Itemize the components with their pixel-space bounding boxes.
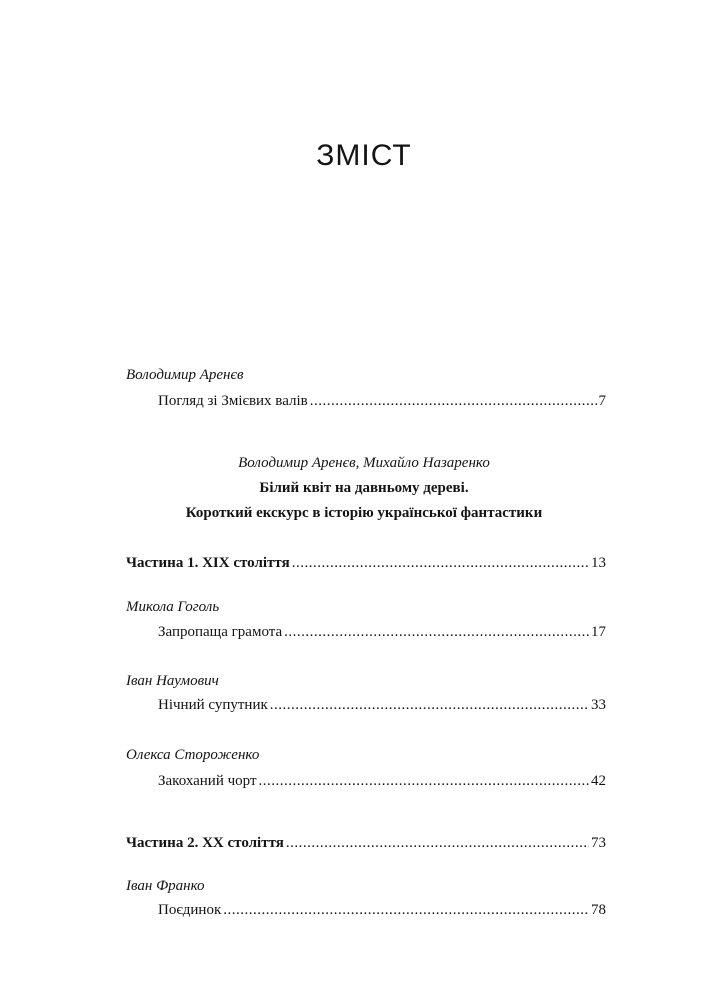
- toc-entry[interactable]: [158, 771, 606, 791]
- dot-leader: [270, 695, 589, 715]
- toc-part-2[interactable]: [126, 833, 606, 853]
- dot-leader: [259, 771, 589, 791]
- page-number: 17: [591, 624, 606, 640]
- entry-title: Запропаща грамота: [158, 624, 283, 640]
- part-title: Частина 1. XIX століття: [126, 555, 290, 571]
- toc-entry[interactable]: [158, 900, 606, 920]
- essay-authors: Володимир Аренєв, Михайло Назаренко: [238, 455, 490, 471]
- page-number: 7: [598, 393, 606, 409]
- author-name: Олекса Стороженко: [126, 747, 260, 763]
- essay-title-line2: Короткий екскурс в історію української фантастики: [185, 505, 543, 521]
- dot-leader: [223, 900, 589, 920]
- entry-title: Нічний супутник: [158, 697, 268, 713]
- author-name: Микола Гоголь: [126, 599, 220, 615]
- entry-title: Поєдинок: [158, 902, 222, 918]
- entry-title: Погляд зі Змієвих валів: [158, 393, 308, 409]
- page-title: ЗМІСТ: [316, 139, 412, 173]
- page-number: 73: [591, 835, 606, 851]
- page-number: 33: [591, 697, 606, 713]
- toc-part-1[interactable]: [126, 553, 606, 573]
- toc-entry[interactable]: [158, 622, 606, 642]
- entry-title: Закоханий чорт: [158, 773, 257, 789]
- dot-leader: [292, 553, 589, 573]
- dot-leader: [286, 833, 589, 853]
- intro-author: Володимир Аренєв: [126, 367, 244, 383]
- part-title: Частина 2. XX століття: [126, 835, 284, 851]
- author-name: Іван Франко: [126, 878, 205, 894]
- author-name: Іван Наумович: [126, 673, 219, 689]
- page-number: 42: [591, 773, 606, 789]
- toc-entry[interactable]: [158, 695, 606, 715]
- dot-leader: [310, 391, 597, 411]
- toc-entry-intro[interactable]: [158, 391, 606, 411]
- dot-leader: [284, 622, 589, 642]
- page-number: 78: [591, 902, 606, 918]
- essay-title-line1: Білий квіт на давньому дереві.: [259, 480, 469, 496]
- page-number: 13: [591, 555, 606, 571]
